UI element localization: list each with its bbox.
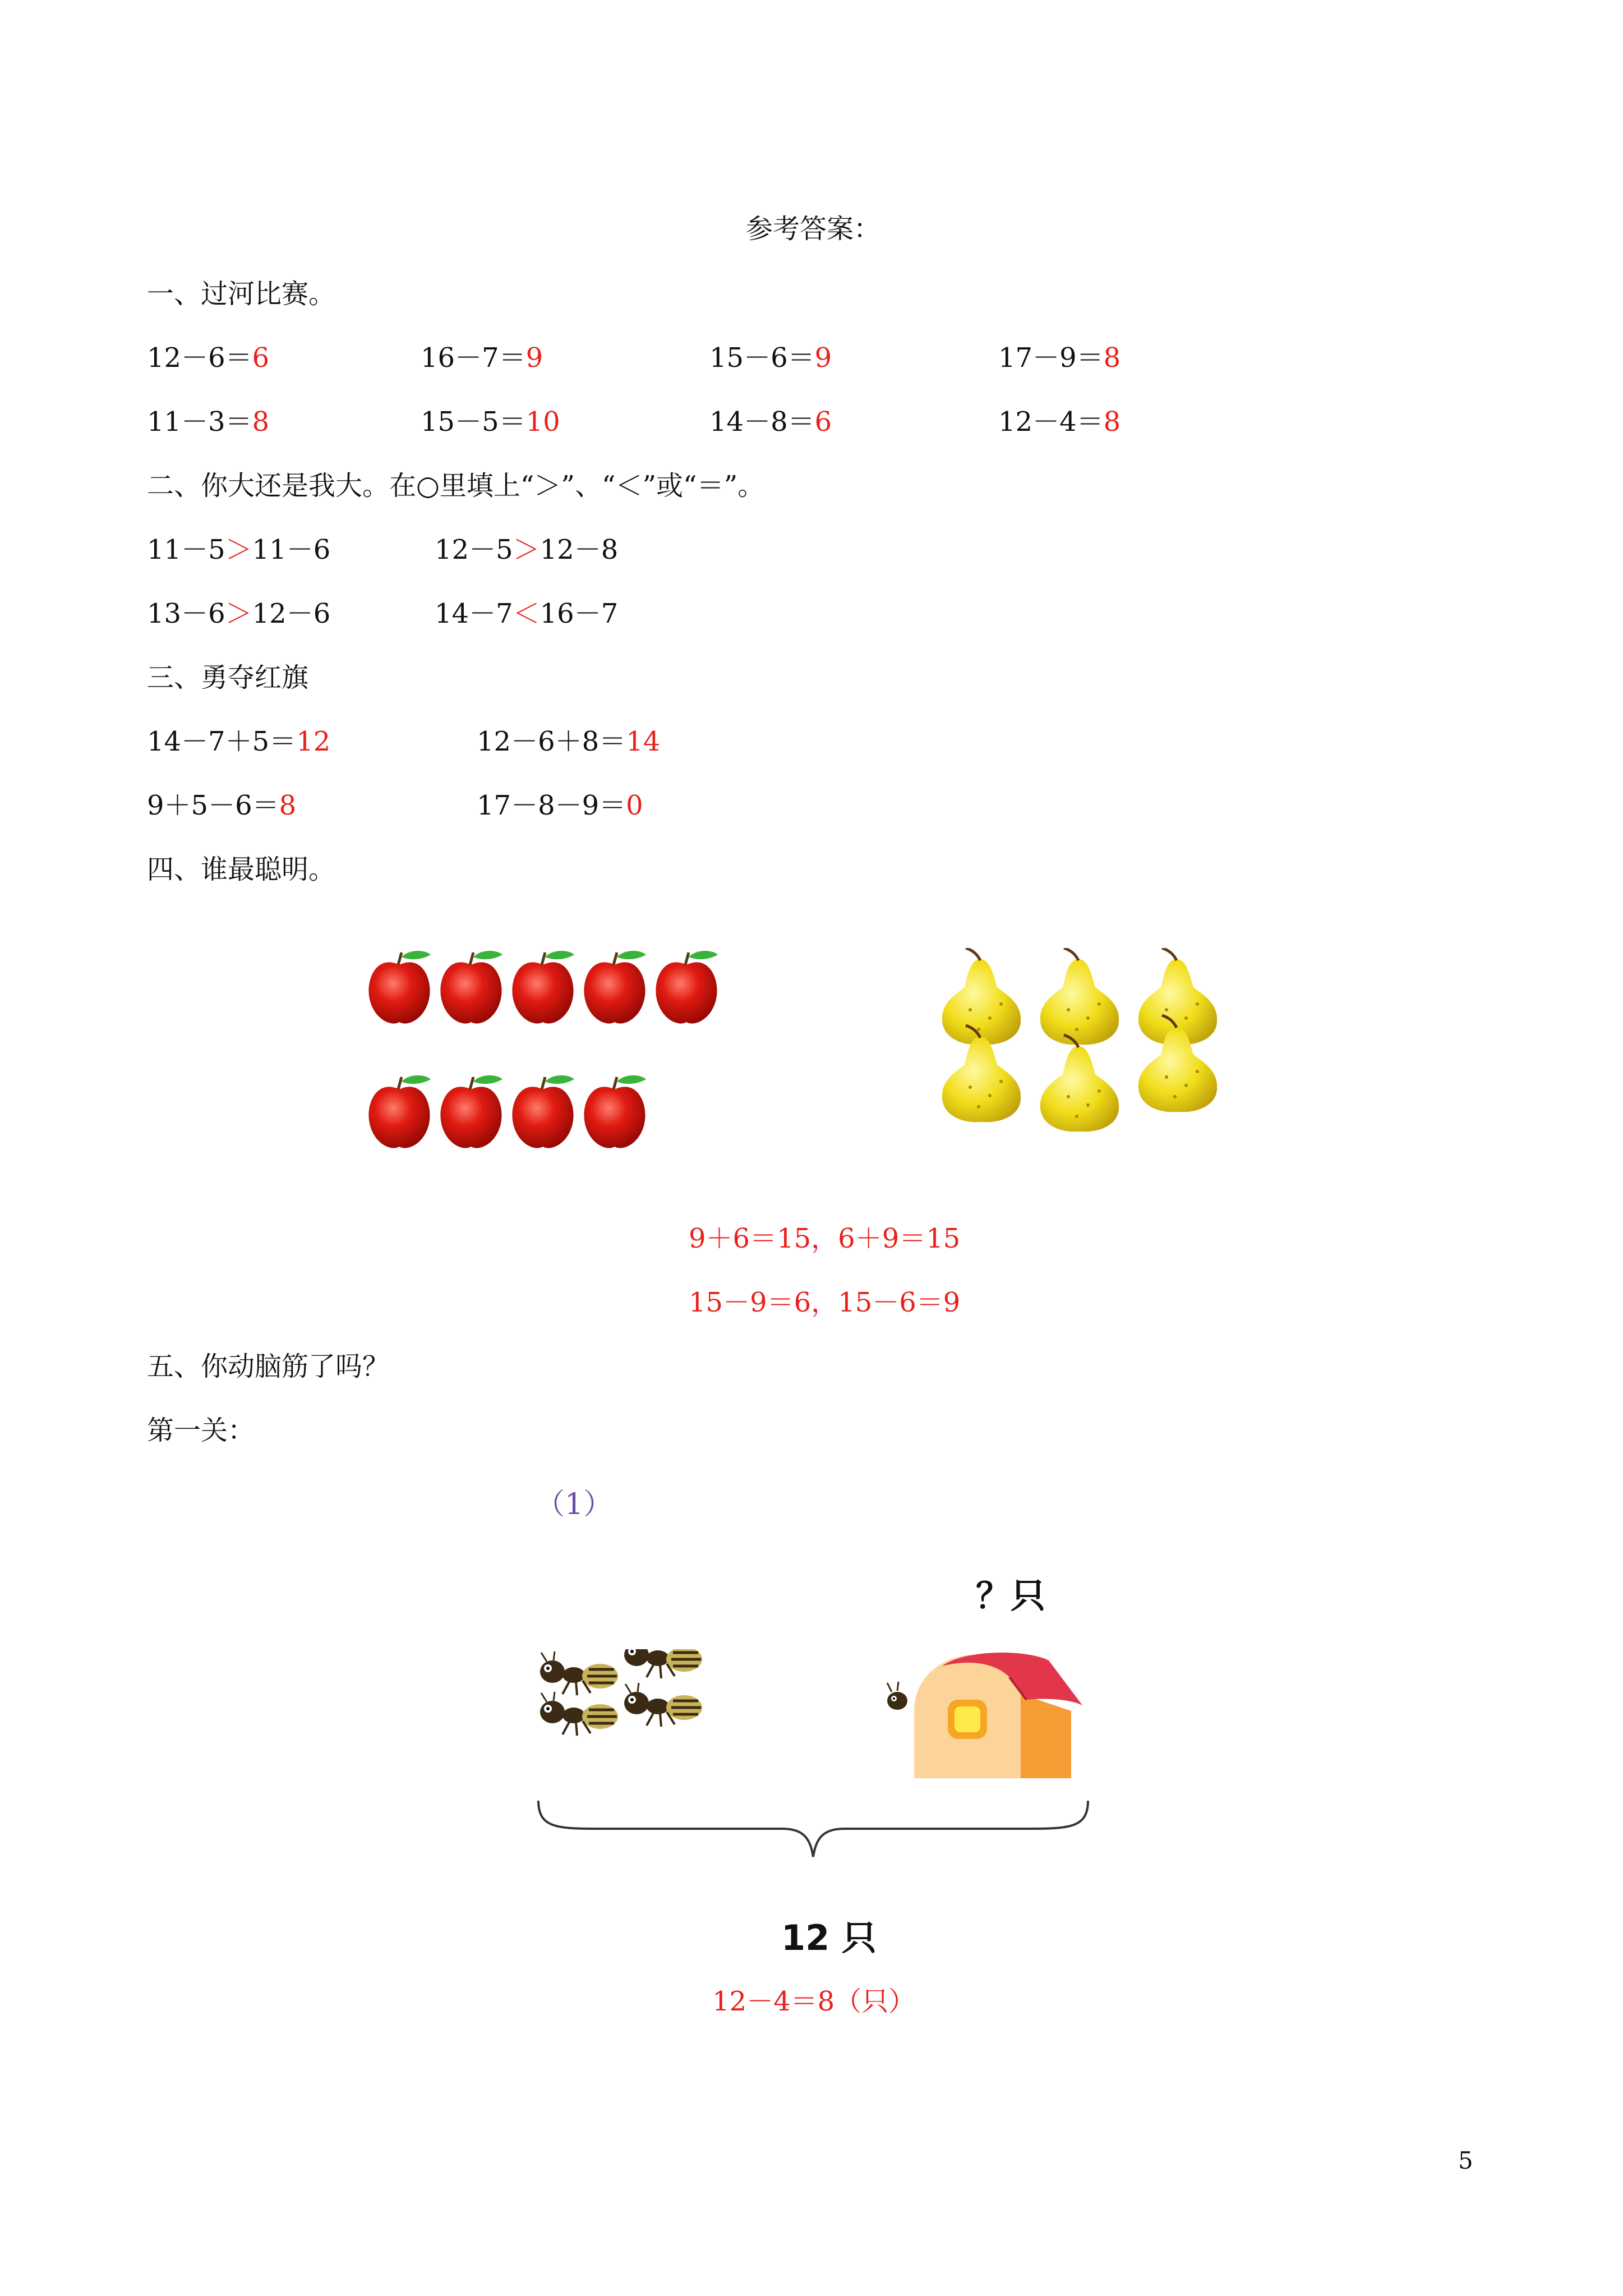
equation-answer: 6 [252, 342, 270, 374]
equation-answer: 8 [1103, 342, 1121, 374]
problem-number: （1） [536, 1488, 613, 1521]
section-5-heading: 五、你动脑筋了吗？ [147, 1351, 390, 1382]
equation-expression: 12－6＋8＝ [477, 726, 626, 757]
comparison-operator: ＜ [513, 598, 540, 629]
level-label: 第一关： [147, 1415, 255, 1446]
equation [477, 725, 660, 758]
apple-icon [656, 951, 718, 1024]
comparison-left: 11－5 [147, 534, 225, 565]
comparison [435, 597, 618, 631]
equation [998, 405, 1121, 439]
house-icon [914, 1653, 1082, 1778]
brace [536, 1795, 1091, 1862]
section-4-answer-1: 9＋6＝15，6＋9＝15 [689, 1223, 961, 1254]
apple-icon [584, 951, 646, 1024]
ant-icon [540, 1692, 618, 1736]
equation-answer: 10 [525, 406, 560, 438]
equation [147, 789, 296, 822]
equation-expression: 12－6＝ [147, 342, 252, 374]
comparison [147, 597, 330, 631]
comparison-left: 13－6 [147, 598, 225, 629]
equation [709, 405, 832, 439]
equation-expression: 16－7＝ [421, 342, 526, 374]
equation [477, 789, 643, 822]
comparison-operator: ＞ [225, 534, 252, 565]
section-4-answer-2: 15－9＝6，15－6＝9 [689, 1287, 961, 1318]
equation-expression: 17－8－9＝ [477, 790, 626, 821]
pear-icon [942, 948, 1021, 1045]
ant-at-door-icon [887, 1682, 907, 1710]
equation-expression: 12－4＝ [998, 406, 1104, 438]
apple-icon [512, 1075, 574, 1148]
pear-icon [1040, 1035, 1119, 1131]
ants-illustration [536, 1649, 721, 1784]
apple-icon [440, 951, 502, 1024]
equation-answer: 6 [814, 406, 832, 438]
comparison-operator: ＞ [513, 534, 540, 565]
equation-expression: 14－7＋5＝ [147, 726, 297, 757]
section-2-heading: 二、你大还是我大。在○里填上“＞”、“＜”或“＝”。 [147, 470, 765, 501]
equation-expression: 14－8＝ [709, 406, 815, 438]
apple-icon [368, 951, 431, 1024]
apple-icon [440, 1075, 502, 1148]
apple-icon [584, 1075, 646, 1148]
equation-answer: 14 [626, 726, 661, 757]
equation [421, 405, 560, 439]
apples-illustration [365, 948, 757, 1172]
equation-expression: 9＋5－6＝ [147, 790, 279, 821]
ant-icon [624, 1649, 702, 1678]
ant-icon [624, 1683, 702, 1727]
pear-icon [942, 1025, 1021, 1122]
equation [147, 405, 269, 439]
equation [147, 341, 269, 375]
comparison [435, 533, 618, 567]
pear-icon [1040, 948, 1119, 1045]
ant-icon [540, 1651, 618, 1695]
equation-answer: 8 [279, 790, 297, 821]
equation-expression: 15－6＝ [709, 342, 815, 374]
equation [421, 341, 543, 375]
equation-expression: 15－5＝ [421, 406, 526, 438]
equation-expression: 17－9＝ [998, 342, 1104, 374]
apple-icon [368, 1075, 431, 1148]
equation-expression: 11－3＝ [147, 406, 252, 438]
equation-answer: 12 [296, 726, 331, 757]
house-illustration [880, 1644, 1094, 1789]
apple-icon [512, 951, 574, 1024]
page-title: 参考答案： [746, 213, 881, 245]
comparison-right: 16－7 [540, 598, 619, 629]
total-label: 12 只 [781, 1917, 877, 1958]
comparison-left: 12－5 [435, 534, 513, 565]
section-4-heading: 四、谁最聪明。 [147, 854, 336, 885]
section-3-heading: 三、勇夺红旗 [147, 662, 309, 693]
section-5-answer: 12－4＝8（只） [712, 1986, 916, 2017]
comparison-right: 12－6 [252, 598, 331, 629]
equation [709, 341, 832, 375]
comparison-left: 14－7 [435, 598, 513, 629]
equation-answer: 8 [252, 406, 270, 438]
equation [998, 341, 1121, 375]
equation-answer: 8 [1103, 406, 1121, 438]
comparison-right: 12－8 [540, 534, 619, 565]
section-1-heading: 一、过河比赛。 [147, 278, 336, 310]
comparison-right: 11－6 [252, 534, 331, 565]
equation-answer: 0 [626, 790, 643, 821]
equation-answer: 9 [814, 342, 832, 374]
equation [147, 725, 330, 758]
comparison-operator: ＞ [225, 598, 252, 629]
equation-answer: 9 [525, 342, 543, 374]
pears-illustration [937, 948, 1239, 1150]
question-label: ？只 [976, 1575, 1046, 1616]
comparison [147, 533, 330, 567]
page-number: 5 [1458, 2147, 1473, 2174]
